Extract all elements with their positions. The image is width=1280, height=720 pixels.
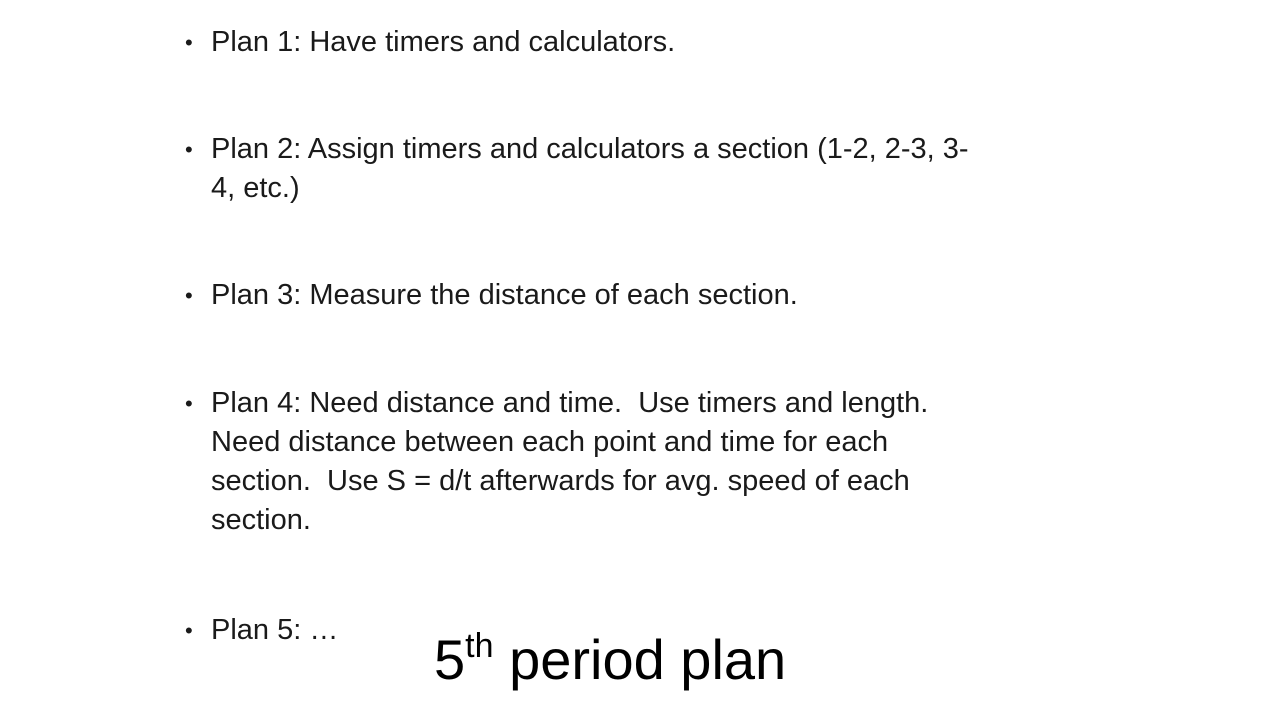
bullet-text: Plan 3: Measure the distance of each section. xyxy=(211,279,798,311)
slide-title xyxy=(434,628,786,692)
bullet-dot-icon: • xyxy=(185,391,193,416)
title-text: period plan xyxy=(493,628,787,691)
bullet-item-plan-3 xyxy=(185,276,1065,315)
bullet-dot-icon: • xyxy=(185,137,193,162)
bullet-item-plan-2 xyxy=(185,130,1065,208)
title-superscript: th xyxy=(465,627,494,665)
bullet-dot-icon: • xyxy=(185,618,193,643)
bullet-text: Plan 5: … xyxy=(211,614,339,646)
title-number: 5 xyxy=(434,628,466,691)
bullet-text: Plan 4: Need distance and time. Use timers and length. Need distance between each point and time for each section. Use S = d/t afterwards for avg. speed of each section. xyxy=(211,387,929,536)
bullet-text: Plan 1: Have timers and calculators. xyxy=(211,26,676,58)
bullet-dot-icon: • xyxy=(185,30,193,55)
bullet-item-plan-4 xyxy=(185,384,1065,540)
bullet-dot-icon: • xyxy=(185,283,193,308)
bullet-item-plan-1 xyxy=(185,23,1065,62)
bullet-text: Plan 2: Assign timers and calculators a section (1-2, 2-3, 3- 4, etc.) xyxy=(211,133,969,204)
